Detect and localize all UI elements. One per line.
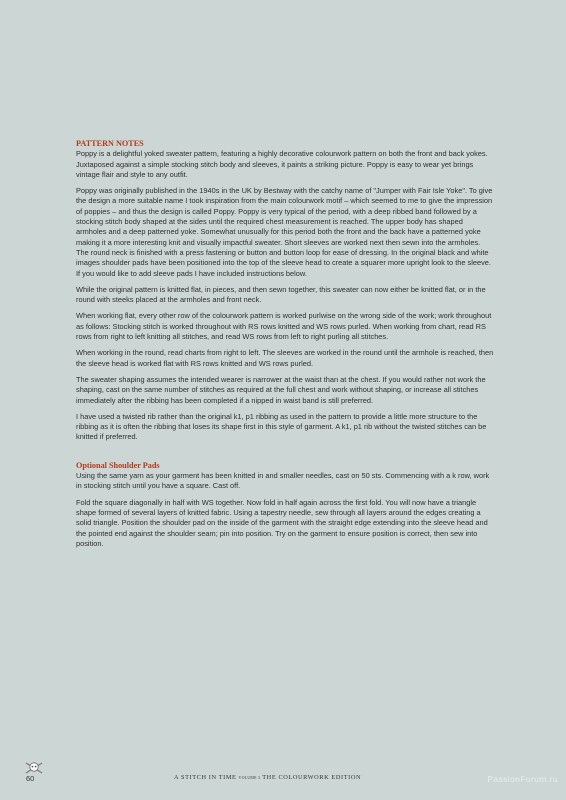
volume-label: VOLUME 3	[238, 776, 261, 780]
paragraph: When working flat, every other row of the colourwork pattern is worked purlwise on the wrong side of the work; work throughout as follows: Stocking stitch is worked throughout with RS rows knitted and WS rows purled. When working from chart, read RS rows from right to left knitting all stitches, and read WS rows from left to right purling all stitches.	[76, 311, 492, 342]
section-gap	[76, 449, 494, 461]
paragraph: When working in the round, read charts from right to left. The sleeves are worked in the round until the armhole is reached, then the sleeve head is worked flat with RS rows knitted and WS rows purled.	[76, 348, 494, 368]
paragraph: While the original pattern is knitted flat, in pieces, and then sewn together, this sweater can now either be knitted flat, or in the round with steeks placed at the armholes and front neck.	[76, 284, 486, 305]
paragraph: Using the same yarn as your garment has been knitted in and smaller needles, cast on 50 sts. Commencing with a k row, work in stocking stitch until you have a square. Cast off.	[76, 471, 490, 491]
paragraph: I have used a twisted rib rather than the original k1, p1 ribbing as used in the pattern to provide a little more structure to the ribbing as it is often the ribbing that loses its shape first in this style of garment. A k1, p1 rib without the twisted stitches can be knitted if preferred.	[76, 411, 487, 442]
paragraph: Poppy was originally published in the 1940s in the UK by Bestway with the catchy name of "Jumper with Fair Isle Yoke". To give the design a more suitable name I took inspiration from the main colourwork motif – which seemed to me to give the impression of poppies – and thus the design is called Poppy. Poppy is very typical of the period, with a deep ribbed band followed by a stocking stitch body shaped at the sides until the required chest measurement is reached. The upper body has shaped armholes and a deep patterned yoke. Somewhat unusually for this period both the front and the back have a patterned yoke making it a more interesting knit and visually impactful sweater. Short sleeves are worked next then sewn into the armholes. The round neck is finished with a press fastening or button and button loop for ease of dressing. In the original black and white images shoulder pads have been positioned into the top of the sleeve head to create a squarer more upright look to the sleeve. If you would like to add sleeve pads I have included instructions below.	[76, 186, 493, 278]
shoulder-pads-section	[76, 461, 494, 549]
paragraph: Fold the square diagonally in half with WS together. Now fold in half again across the first fold. You will now have a triangle shape formed of several layers of knitted fabric. Using a tapestry needle, sew through all layers around the edges creating a solid triangle. Position the shoulder pad on the inside of the garment with the straight edge extending into the sleeve head and the pointed end against the shoulder seam; pin into position. Try on the garment to ensure position is correct, then sew into position.	[76, 497, 488, 548]
edition-title: THE COLOURWORK EDITION	[262, 774, 362, 781]
book-title: A STITCH IN TIME	[174, 774, 237, 781]
page-number: 60	[26, 774, 35, 783]
page-footer	[0, 765, 566, 785]
section-heading: PATTERN NOTES	[76, 139, 144, 148]
watermark: PassionForum.ru	[487, 774, 558, 784]
section-heading: Optional Shoulder Pads	[76, 460, 160, 470]
skull-crossbones-icon	[23, 761, 45, 775]
paragraph: Poppy is a delightful yoked sweater pattern, featuring a highly decorative colourwork pattern on both the front and back yokes. Juxtaposed against a simple stocking stitch body and sleeves, it paints a striking picture. Poppy is easy to wear yet brings vintage flair and style to any outfit.	[76, 149, 488, 179]
paragraph: The sweater shaping assumes the intended wearer is narrower at the waist than at the chest. If you would rather not work the shaping, cast on the same number of stitches as required at the full chest and work without shaping, or increase all stitches immediately after the ribbing has been completed if a nipped in waist band is still preferred.	[76, 374, 486, 405]
pattern-notes-section	[76, 139, 494, 443]
page-content	[76, 139, 494, 555]
running-head	[174, 774, 361, 781]
